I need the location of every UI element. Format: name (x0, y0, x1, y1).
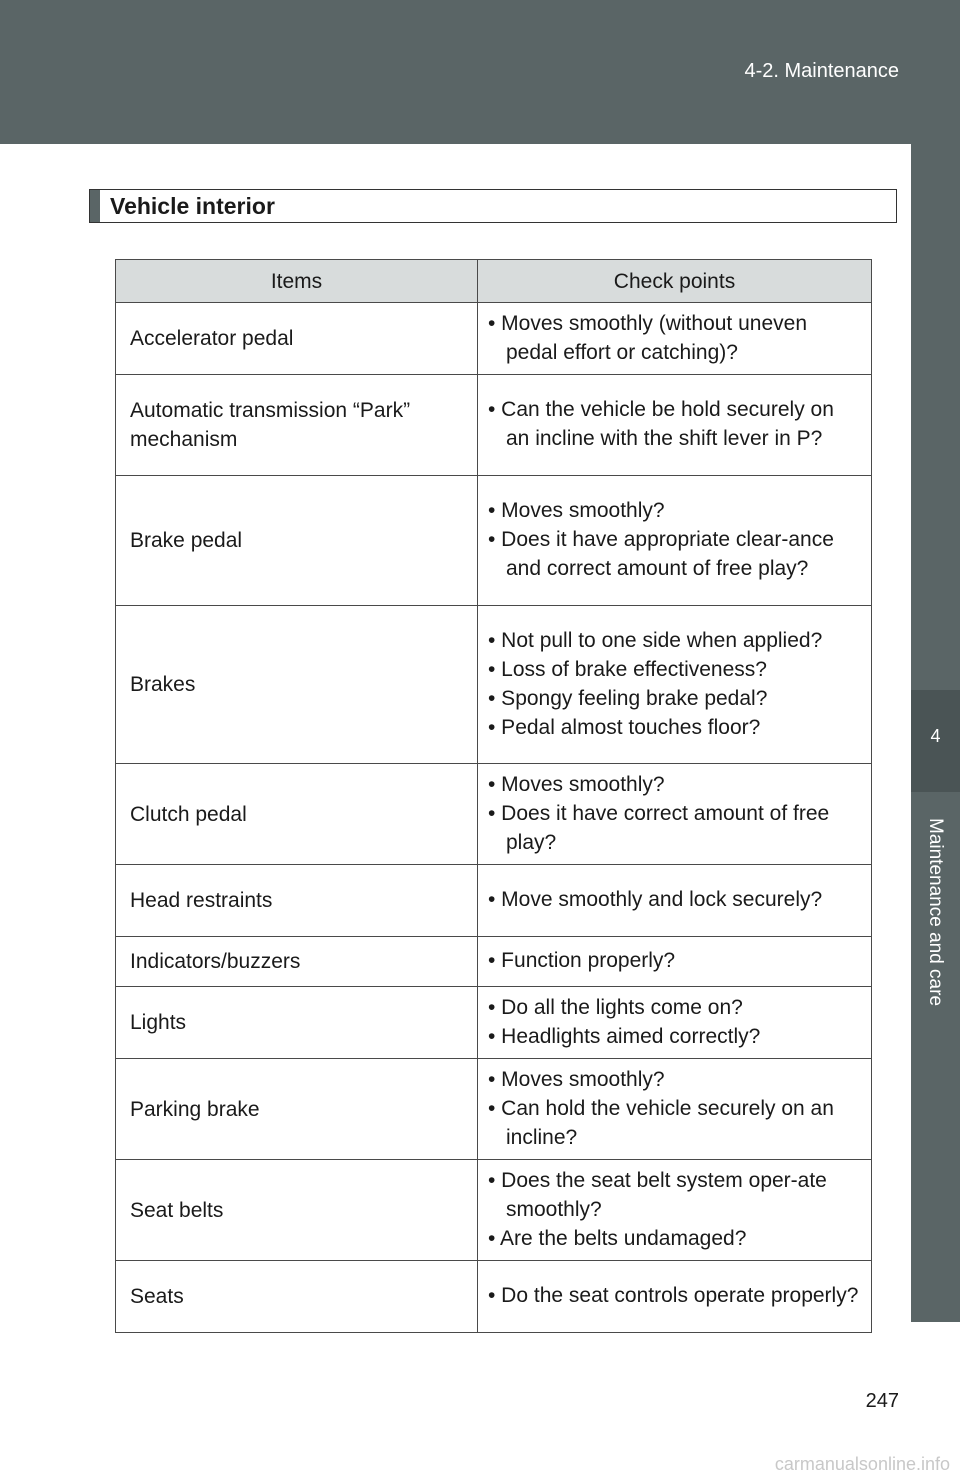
table-row (116, 1261, 872, 1333)
chapter-number: 4 (930, 726, 941, 746)
check-point: • Does it have appropriate clear-ance and correct amount of free play? (488, 528, 834, 580)
table-row (116, 476, 872, 606)
check-points-cell (478, 303, 872, 375)
section-title: Vehicle interior (110, 193, 275, 219)
check-table (115, 259, 872, 1333)
table-row (116, 303, 872, 375)
check-points-cell (478, 476, 872, 606)
table-row (116, 764, 872, 865)
heading-accent-bar (90, 190, 100, 222)
table-row (116, 937, 872, 987)
check-point: • Are the belts undamaged? (488, 1226, 747, 1250)
check-points-cell (478, 1160, 872, 1261)
check-point: • Does the seat belt system oper-ate smoothly? (488, 1168, 827, 1221)
item-cell: Seat belts (116, 1160, 478, 1261)
check-point: • Move smoothly and lock securely? (488, 888, 823, 911)
check-points-cell (478, 375, 872, 476)
table-row (116, 606, 872, 764)
header-band (0, 0, 960, 144)
check-points-cell (478, 1261, 872, 1333)
table-row (116, 987, 872, 1059)
page-number: 247 (865, 1390, 899, 1412)
table-row (116, 1059, 872, 1160)
item-cell: Parking brake (116, 1059, 478, 1160)
item-cell: Brakes (116, 606, 478, 764)
check-point: • Not pull to one side when applied? (488, 628, 823, 652)
check-point: • Does it have correct amount of free play? (488, 801, 830, 854)
check-point: • Do all the lights come on? (488, 995, 743, 1019)
check-points-cell (478, 865, 872, 937)
item-cell: Indicators/buzzers (116, 937, 478, 987)
check-point: • Moves smoothly (without uneven pedal effort or catching)? (488, 311, 807, 364)
table-row (116, 1160, 872, 1261)
column-header-items: Items (116, 260, 478, 303)
item-cell: Clutch pedal (116, 764, 478, 865)
check-point: • Do the seat controls operate properly? (488, 1284, 859, 1307)
table-row (116, 375, 872, 476)
table-row (116, 865, 872, 937)
column-header-check-points: Check points (478, 260, 872, 303)
check-point: • Headlights aimed correctly? (488, 1024, 761, 1048)
check-point: • Can the vehicle be hold securely on an incline with the shift lever in P? (488, 398, 834, 450)
section-path: 4-2. Maintenance (744, 60, 899, 82)
item-cell: Automatic transmission “Park” mechanism (116, 375, 478, 476)
item-cell: Head restraints (116, 865, 478, 937)
section-heading (89, 189, 897, 223)
check-points-cell (478, 987, 872, 1059)
item-cell: Lights (116, 987, 478, 1059)
check-points-cell (478, 764, 872, 865)
chapter-title: Maintenance and care (925, 817, 946, 1007)
table-header-row (116, 260, 872, 303)
check-point: • Function properly? (488, 949, 676, 972)
check-points-cell (478, 1059, 872, 1160)
item-cell: Brake pedal (116, 476, 478, 606)
check-point: • Moves smoothly? (488, 772, 665, 796)
watermark: carmanualsonline.info (774, 1454, 950, 1474)
item-cell: Seats (116, 1261, 478, 1333)
check-point: • Moves smoothly? (488, 1067, 665, 1091)
check-point: • Loss of brake effectiveness? (488, 657, 767, 681)
check-points-cell (478, 937, 872, 987)
item-cell: Accelerator pedal (116, 303, 478, 375)
check-point: • Spongy feeling brake pedal? (488, 686, 768, 710)
check-point: • Pedal almost touches floor? (488, 715, 761, 739)
check-point: • Can hold the vehicle securely on an incline? (488, 1096, 834, 1149)
check-point: • Moves smoothly? (488, 499, 665, 522)
check-points-cell (478, 606, 872, 764)
